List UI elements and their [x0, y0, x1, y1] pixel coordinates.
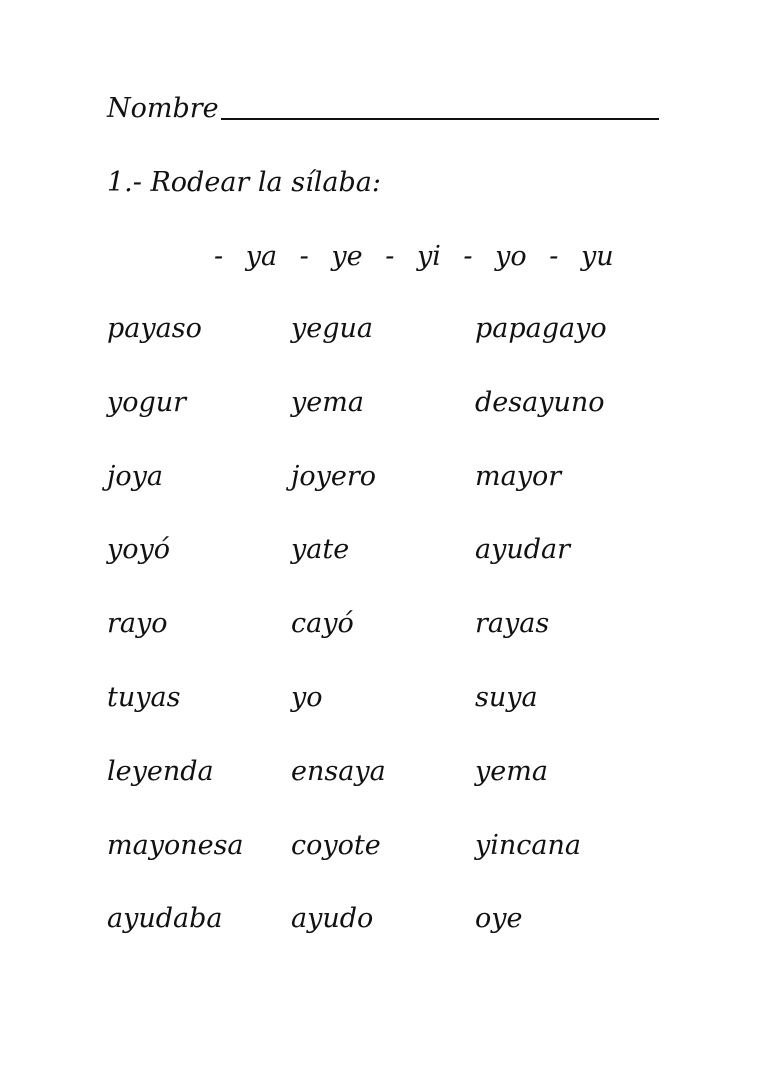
exercise-instruction: 1.- Rodear la sílaba: [107, 167, 381, 198]
syllable-separator: - [549, 241, 559, 272]
name-blank-line[interactable] [221, 118, 659, 120]
word-row [107, 607, 667, 681]
word[interactable]: oye [475, 903, 523, 935]
word[interactable]: yoyó [107, 534, 171, 566]
word[interactable]: leyenda [107, 755, 214, 787]
syllable-separator: - [214, 241, 224, 272]
word[interactable]: ensaya [291, 755, 386, 787]
word-row [107, 681, 667, 755]
word-row [107, 755, 667, 829]
syllable-separator: - [385, 241, 395, 272]
word[interactable]: ayudo [291, 903, 374, 935]
word[interactable]: yo [291, 681, 323, 713]
word[interactable]: ayudaba [107, 903, 223, 935]
word[interactable]: yema [291, 386, 364, 418]
word[interactable]: rayo [107, 608, 168, 640]
syllable: yu [580, 241, 614, 272]
word-row [107, 460, 667, 534]
word[interactable]: rayas [475, 608, 550, 640]
syllable-list [200, 240, 614, 274]
syllable: ya [245, 241, 278, 272]
word[interactable]: yincana [475, 829, 581, 861]
syllable: ye [331, 241, 363, 272]
word[interactable]: desayuno [475, 386, 605, 418]
word-grid [107, 312, 667, 976]
word[interactable]: papagayo [475, 313, 607, 344]
name-label: Nombre [107, 93, 219, 124]
word[interactable]: cayó [291, 608, 354, 640]
name-field [107, 92, 659, 126]
word-row [107, 386, 667, 460]
word[interactable]: mayonesa [107, 829, 244, 861]
word[interactable]: yogur [107, 386, 187, 418]
word[interactable]: yema [475, 755, 548, 787]
syllable: yo [495, 241, 527, 272]
word[interactable]: tuyas [107, 681, 181, 713]
word-row [107, 312, 667, 386]
word-row [107, 902, 667, 976]
word-row [107, 533, 667, 607]
word[interactable]: ayudar [475, 534, 571, 566]
syllable: yi [416, 241, 441, 272]
word[interactable]: coyote [291, 829, 381, 861]
word[interactable]: joya [107, 460, 163, 492]
word-row [107, 829, 667, 903]
syllable-separator: - [299, 241, 309, 272]
syllable-separator: - [463, 241, 473, 272]
word[interactable]: yate [291, 534, 350, 566]
word[interactable]: yegua [291, 313, 374, 344]
word[interactable]: joyero [291, 460, 377, 492]
word[interactable]: payaso [107, 313, 202, 344]
word[interactable]: suya [475, 681, 538, 713]
word[interactable]: mayor [475, 460, 562, 492]
